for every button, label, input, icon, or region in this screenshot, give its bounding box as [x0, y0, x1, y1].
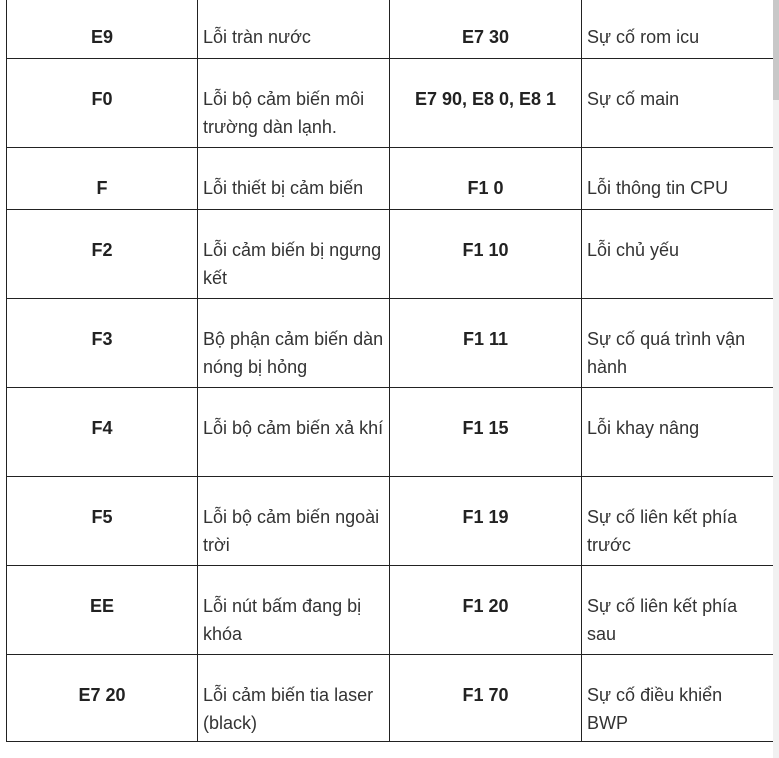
table-row	[7, 655, 774, 742]
error-code: F1 70	[462, 685, 509, 705]
error-description-cell	[582, 566, 774, 655]
error-code: E7 90, E8 0, E8 1	[414, 89, 557, 109]
error-description: Lỗi thông tin CPU	[587, 178, 729, 198]
error-description: Lỗi chủ yếu	[587, 240, 680, 260]
error-description-cell	[582, 477, 774, 566]
error-code-cell	[390, 148, 582, 210]
error-code-cell	[7, 210, 198, 299]
error-description-cell	[198, 210, 390, 299]
error-code: E7 20	[78, 685, 126, 705]
error-description: Lỗi cảm biến bị ngưng kết	[203, 240, 382, 288]
error-code: F3	[91, 329, 113, 349]
error-description: Lỗi bộ cảm biến ngoài trời	[203, 507, 380, 555]
table-row	[7, 210, 774, 299]
error-code: F0	[91, 89, 113, 109]
table-row	[7, 388, 774, 477]
error-description-cell	[582, 148, 774, 210]
error-code: EE	[89, 596, 114, 616]
error-code: F4	[91, 418, 113, 438]
error-code: E9	[90, 27, 114, 47]
error-description-cell	[582, 655, 774, 742]
error-code-cell	[7, 0, 198, 59]
error-code-cell	[7, 655, 198, 742]
error-code-cell	[7, 59, 198, 148]
error-description: Sự cố rom icu	[587, 27, 700, 47]
error-description: Lỗi khay nâng	[587, 418, 700, 438]
error-code-cell	[390, 477, 582, 566]
error-code: F5	[91, 507, 113, 527]
error-description-cell	[582, 388, 774, 477]
error-description: Sự cố liên kết phía trước	[587, 507, 738, 555]
error-code: F1 19	[462, 507, 509, 527]
error-description-cell	[582, 0, 774, 59]
error-description-cell	[198, 477, 390, 566]
error-description-cell	[582, 299, 774, 388]
error-code-cell	[7, 388, 198, 477]
error-description: Lỗi bộ cảm biến môi trường dàn lạnh.	[203, 89, 365, 137]
error-code: F1 20	[462, 596, 509, 616]
error-description-cell	[198, 148, 390, 210]
error-code: F1 10	[462, 240, 509, 260]
error-code: F	[96, 178, 108, 198]
error-description: Sự cố quá trình vận hành	[587, 329, 746, 377]
error-code-cell	[390, 299, 582, 388]
error-description: Lỗi cảm biến tia laser (black)	[203, 685, 374, 733]
error-description: Bộ phận cảm biến dàn nóng bị hỏng	[203, 329, 384, 377]
error-code-cell	[7, 299, 198, 388]
table-row	[7, 477, 774, 566]
error-code: F1 11	[462, 329, 509, 349]
error-description: Lỗi bộ cảm biến xả khí	[203, 418, 384, 438]
scrollbar-track[interactable]	[773, 0, 779, 758]
error-description-cell	[582, 59, 774, 148]
error-code-cell	[390, 0, 582, 59]
error-code: F1 15	[462, 418, 509, 438]
scrollbar-thumb[interactable]	[773, 0, 779, 100]
error-code-cell	[390, 210, 582, 299]
error-description: Sự cố main	[587, 89, 680, 109]
error-code-table	[6, 0, 774, 742]
error-description-cell	[582, 210, 774, 299]
error-code-cell	[7, 148, 198, 210]
error-code-cell	[7, 477, 198, 566]
error-code-cell	[390, 59, 582, 148]
table-row	[7, 59, 774, 148]
table-row	[7, 299, 774, 388]
error-description: Sự cố liên kết phía sau	[587, 596, 738, 644]
error-code: F2	[91, 240, 113, 260]
error-description-cell	[198, 388, 390, 477]
error-code: F1 0	[467, 178, 504, 198]
error-description: Lỗi nút bấm đang bị khóa	[203, 596, 362, 644]
error-description-cell	[198, 566, 390, 655]
table-row	[7, 148, 774, 210]
error-code-cell	[390, 655, 582, 742]
table-row	[7, 0, 774, 59]
error-description-cell	[198, 655, 390, 742]
error-code-cell	[390, 566, 582, 655]
error-description-cell	[198, 299, 390, 388]
error-code-cell	[390, 388, 582, 477]
error-description-cell	[198, 59, 390, 148]
table-row	[7, 566, 774, 655]
error-description: Lỗi thiết bị cảm biến	[203, 178, 364, 198]
error-code: E7 30	[461, 27, 510, 47]
error-code-cell	[7, 566, 198, 655]
error-description: Lỗi tràn nước	[203, 27, 311, 47]
error-description: Sự cố điều khiển BWP	[587, 685, 723, 733]
error-description-cell	[198, 0, 390, 59]
